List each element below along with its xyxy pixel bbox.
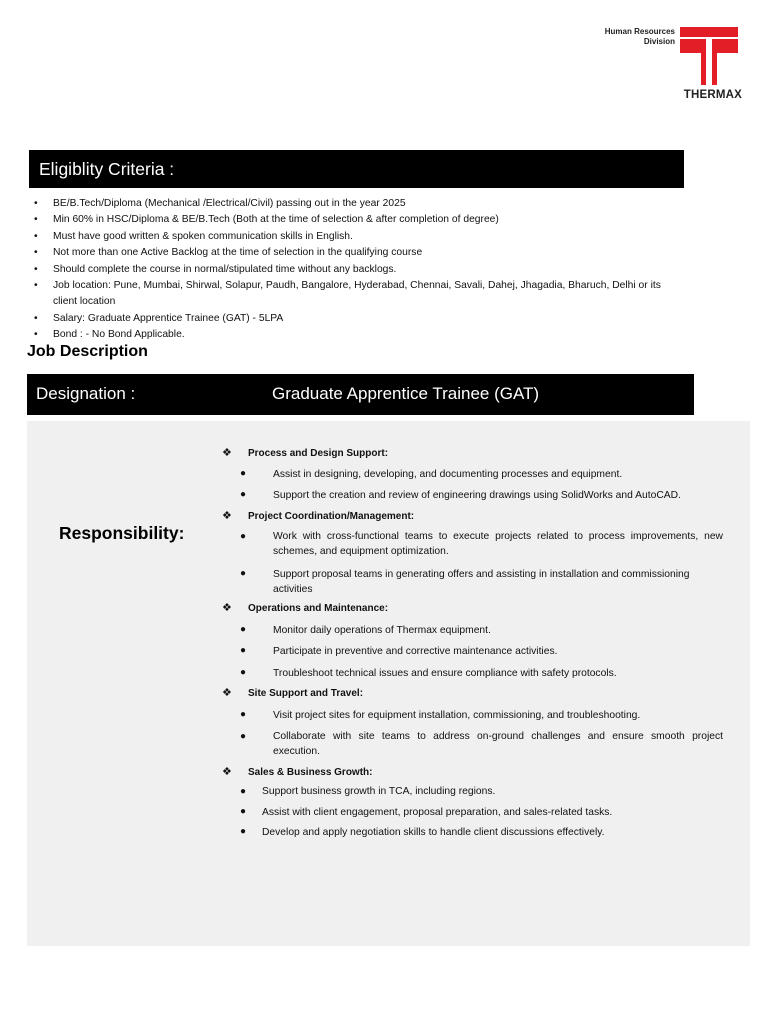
eligibility-item: • Salary: Graduate Apprentice Trainee (GAT) - 5LPA: [34, 311, 674, 327]
bullet-icon: ●: [240, 568, 247, 579]
diamond-bullet-icon: ❖: [222, 766, 232, 778]
eligibility-item: • BE/B.Tech/Diploma (Mechanical /Electrical/Civil) passing out in the year 2025: [34, 196, 674, 212]
bullet-icon: ●: [240, 786, 247, 797]
diamond-bullet-icon: ❖: [222, 602, 232, 614]
designation-bar: [27, 374, 694, 415]
hr-line-1: Human Resources: [604, 27, 675, 36]
eligibility-item: • Bond : - No Bond Applicable.: [34, 327, 674, 343]
responsibility-item: Support proposal teams in generating offers and assisting in installation and commissioning activities: [273, 569, 690, 595]
section-heading: ❖ Site Support and Travel:: [222, 687, 364, 699]
eligibility-title-bar: Eligiblity Criteria :: [29, 150, 684, 188]
diamond-bullet-icon: ❖: [222, 447, 232, 459]
responsibility-item: Monitor daily operations of Thermax equipment.: [273, 625, 491, 636]
bullet-icon: ●: [240, 826, 247, 837]
responsibility-item: Support business growth in TCA, including regions.: [262, 786, 496, 797]
responsibility-item: Collaborate with site teams to address on-ground challenges and ensure smooth project execution.: [273, 731, 723, 757]
responsibility-item: Support the creation and review of engineering drawings using SolidWorks and AutoCAD.: [273, 490, 681, 501]
bullet-icon: ●: [240, 709, 247, 720]
bullet-icon: ●: [240, 489, 247, 500]
eligibility-item: • Must have good written & spoken communication skills in English.: [34, 229, 674, 245]
bullet-icon: ●: [240, 806, 247, 817]
hr-division-label: [560, 27, 675, 47]
responsibility-label: Responsibility:: [59, 523, 185, 543]
bullet-icon: ●: [240, 731, 247, 742]
bullet-icon: ●: [240, 645, 247, 656]
designation-value: Graduate Apprentice Trainee (GAT): [272, 384, 540, 403]
responsibility-item: Assist in designing, developing, and documenting processes and equipment.: [273, 469, 623, 480]
bullet-icon: ●: [240, 468, 247, 479]
eligibility-list: [34, 196, 674, 344]
responsibility-item: Assist with client engagement, proposal preparation, and sales-related tasks.: [262, 807, 613, 818]
thermax-wordmark: THERMAX: [683, 89, 742, 101]
job-description-heading: Job Description: [27, 343, 148, 360]
hr-line-2: Division: [643, 37, 675, 46]
responsibility-item: Develop and apply negotiation skills to handle client discussions effectively.: [262, 827, 605, 838]
bullet-icon: ●: [240, 624, 247, 635]
section-heading: ❖ Sales & Business Growth:: [222, 766, 373, 778]
designation-label: Designation :: [36, 384, 136, 403]
diamond-bullet-icon: ❖: [222, 510, 232, 522]
bullet-icon: ●: [240, 667, 247, 678]
responsibility-item: Work with cross-functional teams to execute projects related to process improvements, new schemes, and equipment optimization.: [273, 531, 723, 557]
eligibility-item: • Job location: Pune, Mumbai, Shirwal, Solapur, Paudh, Bangalore, Hyderabad, Chennai, Savali, Dahej, Jhagadia, Bharuch, Delhi or its client location: [34, 278, 674, 311]
eligibility-item: • Should complete the course in normal/stipulated time without any backlogs.: [34, 262, 674, 278]
responsibility-item: Participate in preventive and corrective maintenance activities.: [273, 646, 558, 657]
eligibility-item: • Min 60% in HSC/Diploma & BE/B.Tech (Both at the time of selection & after completion of degree): [34, 212, 674, 228]
section-heading: ❖ Operations and Maintenance:: [222, 602, 389, 614]
diamond-bullet-icon: ❖: [222, 687, 232, 699]
section-heading: ❖ Process and Design Support:: [222, 447, 389, 459]
bullet-icon: ●: [240, 531, 247, 542]
eligibility-item: • Not more than one Active Backlog at the time of selection in the qualifying course: [34, 245, 674, 261]
responsibility-item: Troubleshoot technical issues and ensure compliance with safety protocols.: [273, 668, 617, 679]
thermax-t-logo-icon: [680, 27, 738, 85]
responsibility-item: Visit project sites for equipment installation, commissioning, and troubleshooting.: [273, 710, 641, 721]
section-heading: ❖ Project Coordination/Management:: [222, 510, 415, 522]
